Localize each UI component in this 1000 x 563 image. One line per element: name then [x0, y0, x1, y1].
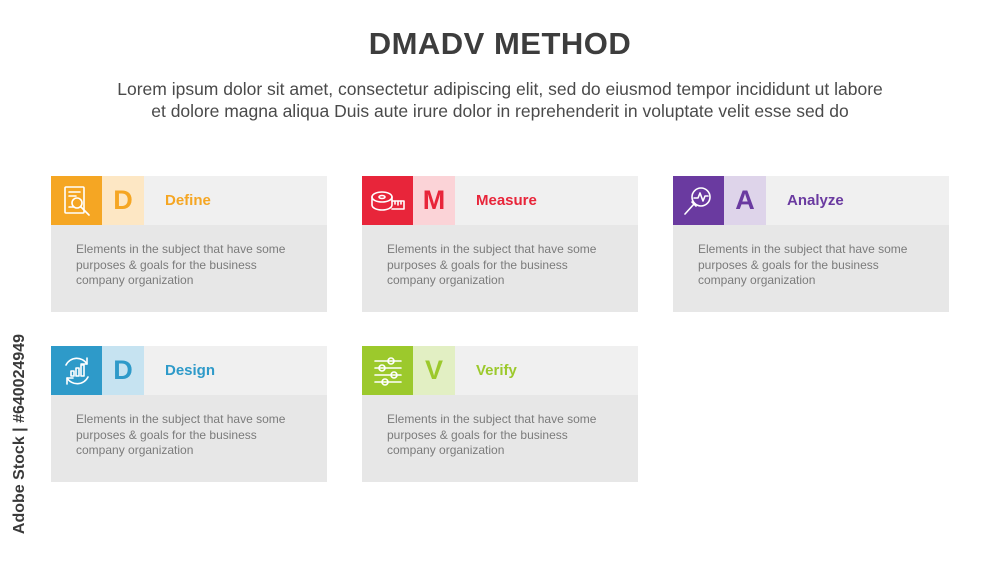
- description-line: purposes & goals for the business: [387, 257, 568, 272]
- description-line: purposes & goals for the business: [76, 257, 257, 272]
- card-header: [51, 346, 327, 395]
- description-line: Elements in the subject that have some: [76, 412, 286, 426]
- card-label: Define: [165, 192, 211, 209]
- page-title: DMADV METHOD: [368, 26, 632, 61]
- card-design: [51, 346, 327, 482]
- description-line: purposes & goals for the business: [698, 257, 879, 272]
- card-label: Verify: [476, 362, 517, 379]
- icon-box: [362, 176, 413, 225]
- card-letter: D: [102, 346, 144, 395]
- card-header: [362, 346, 638, 395]
- watermark-text: Adobe Stock | #640024949: [11, 333, 29, 535]
- card-letter: A: [724, 176, 766, 225]
- description-line: company organization: [76, 273, 194, 287]
- description-line: Elements in the subject that have some: [76, 242, 286, 256]
- card-body: [51, 395, 327, 482]
- stock-watermark: [2, 318, 38, 550]
- card-define: [51, 176, 327, 312]
- magnifier-chart-icon: [681, 184, 717, 218]
- card-letter: V: [413, 346, 455, 395]
- card-description: [76, 242, 316, 289]
- card-body: [51, 225, 327, 312]
- card-label: Design: [165, 362, 216, 379]
- card-body: [673, 225, 949, 312]
- page-subtitle: [40, 78, 960, 122]
- card-description: [76, 412, 316, 459]
- document-search-icon: [60, 184, 94, 218]
- description-line: Elements in the subject that have some: [698, 242, 908, 256]
- card-description: [387, 242, 627, 289]
- card-description: [387, 412, 627, 459]
- sliders-icon: [371, 354, 405, 388]
- card-letter: D: [102, 176, 144, 225]
- description-line: purposes & goals for the business: [76, 427, 257, 442]
- card-label: Analyze: [787, 192, 844, 209]
- icon-box: [362, 346, 413, 395]
- description-line: Elements in the subject that have some: [387, 242, 597, 256]
- card-header: [51, 176, 327, 225]
- card-verify: [362, 346, 638, 482]
- card-analyze: [673, 176, 949, 312]
- card-description: [698, 242, 938, 289]
- description-line: purposes & goals for the business: [387, 427, 568, 442]
- subtitle-line-2: et dolore magna aliqua Duis aute irure dolor in reprehenderit in voluptate velit esse sed do: [151, 101, 849, 121]
- card-letter: M: [413, 176, 455, 225]
- card-measure: [362, 176, 638, 312]
- description-line: Elements in the subject that have some: [387, 412, 597, 426]
- description-line: company organization: [387, 273, 505, 287]
- icon-box: [51, 176, 102, 225]
- description-line: company organization: [698, 273, 816, 287]
- subtitle-line-1: Lorem ipsum dolor sit amet, consectetur adipiscing elit, sed do eiusmod tempor incididunt ut labore: [117, 79, 883, 99]
- card-body: [362, 395, 638, 482]
- card-label: Measure: [476, 192, 537, 209]
- description-line: company organization: [76, 443, 194, 457]
- icon-box: [673, 176, 724, 225]
- measuring-tape-icon: [369, 184, 407, 218]
- card-header: [673, 176, 949, 225]
- icon-box: [51, 346, 102, 395]
- description-line: company organization: [387, 443, 505, 457]
- card-body: [362, 225, 638, 312]
- card-header: [362, 176, 638, 225]
- growth-cycle-icon: [60, 354, 94, 388]
